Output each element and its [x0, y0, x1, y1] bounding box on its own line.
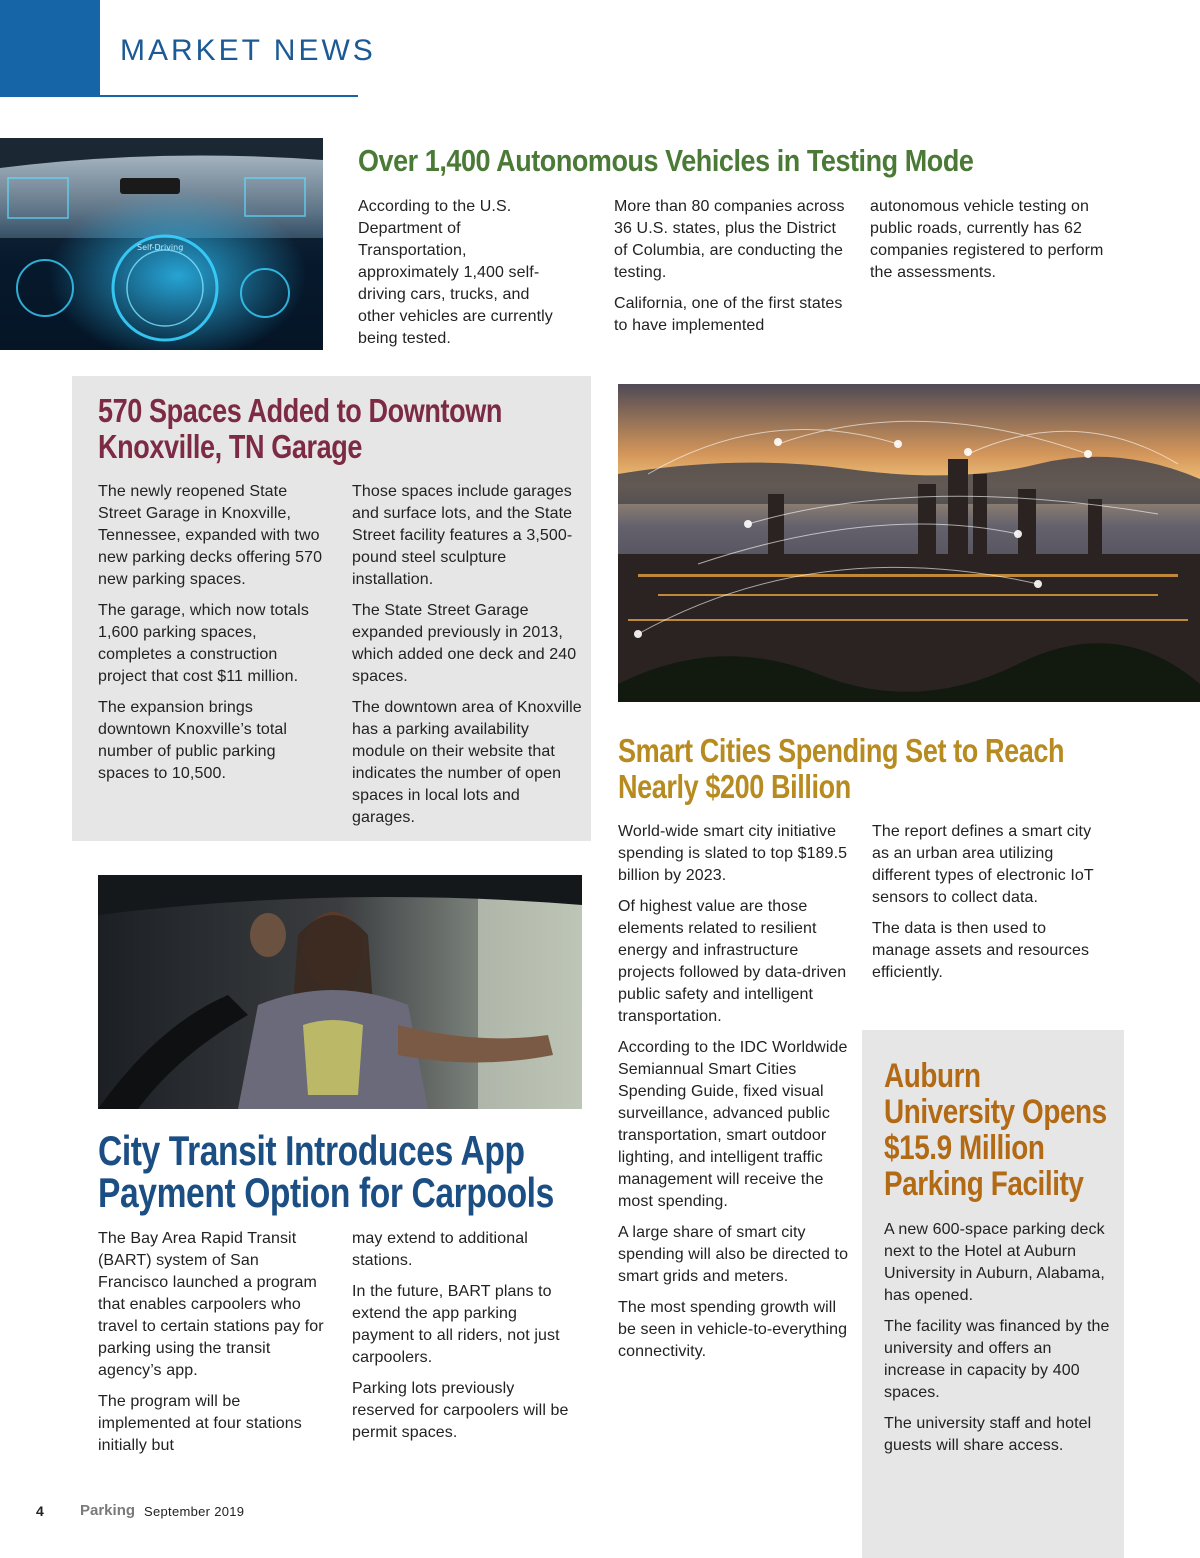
transit-col-1 [98, 1228, 330, 1466]
paragraph: Of highest value are those elements related to resilient energy and infrastructure projects followed by data-driven public safety and intelligent transportation. [618, 898, 847, 1025]
knoxville-col-2 [352, 481, 584, 838]
paragraph: According to the IDC Worldwide Semiannual Smart Cities Spending Guide, fixed visual surveillance, advanced public transportation, smart outdoor lighting, and intelligent traffic management will receive the most spending. [618, 1039, 848, 1210]
carpool-driver-photo [98, 875, 582, 1109]
paragraph: The garage, which now totals 1,600 parking spaces, completes a construction project that cost $11 million. [98, 602, 309, 685]
paragraph: Those spaces include garages and surface lots, and the State Street facility features a 3,500-pound steel sculpture installation. [352, 483, 573, 588]
paragraph: may extend to additional stations. [352, 1230, 528, 1269]
knoxville-title-line-2: Knoxville, TN Garage [98, 428, 362, 465]
header-rule [100, 95, 358, 97]
hud-label: Self-Driving [137, 243, 184, 252]
paragraph: The newly reopened State Street Garage in Knoxville, Tennessee, expanded with two new parking decks offering 570 new parking spaces. [98, 483, 323, 588]
auburn-title-line-1: Auburn [884, 1057, 981, 1095]
auburn-col-1 [884, 1219, 1110, 1466]
paragraph: The report defines a smart city as an urban area utilizing different types of electronic IoT sensors to collect data. [872, 823, 1094, 906]
autonomous-title: Over 1,400 Autonomous Vehicles in Testing Mode [358, 143, 974, 178]
paragraph: World-wide smart city initiative spending is slated to top $189.5 billion by 2023. [618, 823, 848, 884]
issue-date: September 2019 [144, 1504, 245, 1519]
paragraph: The downtown area of Knoxville has a parking availability module on their website that indicates the number of open spaces in local lots and garages. [352, 699, 582, 826]
paragraph: California, one of the first states to have implemented [614, 295, 843, 334]
paragraph: The program will be implemented at four stations initially but [98, 1393, 302, 1454]
knoxville-title-line-1: 570 Spaces Added to Downtown [98, 392, 503, 429]
paragraph: More than 80 companies across 36 U.S. states, plus the District of Columbia, are conducting the testing. [614, 198, 845, 281]
autonomous-col-2 [614, 196, 854, 346]
magazine-name: Parking [80, 1502, 136, 1519]
section-title: MARKET NEWS [120, 34, 376, 67]
paragraph: The Bay Area Rapid Transit (BART) system of San Francisco launched a program that enables carpoolers who travel to certain stations pay for parking using the transit agency’s app. [98, 1230, 324, 1379]
paragraph: The data is then used to manage assets and resources efficiently. [872, 920, 1090, 981]
knoxville-col-1 [98, 481, 326, 794]
smart-cities-title-line-1: Smart Cities Spending Set to Reach [618, 732, 1065, 769]
paragraph: The State Street Garage expanded previously in 2013, which added one deck and 240 spaces. [352, 602, 577, 685]
autonomous-col-3 [870, 196, 1110, 293]
header-accent-block [0, 0, 100, 97]
auburn-title-line-2: University Opens [884, 1093, 1107, 1131]
paragraph: The most spending growth will be seen in vehicle-to-everything connectivity. [618, 1299, 848, 1360]
page-number: 4 [36, 1503, 44, 1519]
paragraph: The university staff and hotel guests will share access. [884, 1415, 1092, 1454]
paragraph: The facility was financed by the university and offers an increase in capacity by 400 spaces. [884, 1318, 1110, 1401]
smart-cities-col-2 [872, 821, 1108, 993]
paragraph: According to the U.S. Department of Transportation, approximately 1,400 self-driving cars, trucks, and other vehicles are currently being tested. [358, 198, 553, 347]
connected-city-skyline-photo [618, 384, 1200, 702]
paragraph: In the future, BART plans to extend the app parking payment to all riders, not just carpoolers. [352, 1283, 560, 1366]
paragraph: Parking lots previously reserved for carpoolers will be permit spaces. [352, 1380, 569, 1441]
auburn-title-line-3: $15.9 Million [884, 1129, 1045, 1167]
auburn-title-line-4: Parking Facility [884, 1165, 1084, 1203]
autonomous-col-1 [358, 196, 568, 359]
transit-title-line-1: City Transit Introduces App [98, 1127, 525, 1174]
self-driving-dashboard-photo [0, 138, 323, 350]
paragraph: The expansion brings downtown Knoxville’s total number of public parking spaces to 10,500. [98, 699, 288, 782]
transit-col-2 [352, 1228, 576, 1453]
smart-cities-col-1 [618, 821, 850, 1372]
paragraph: autonomous vehicle testing on public roads, currently has 62 companies registered to perform the assessments. [870, 198, 1104, 281]
transit-title-line-2: Payment Option for Carpools [98, 1169, 554, 1216]
paragraph: A large share of smart city spending will also be directed to smart grids and meters. [618, 1224, 849, 1285]
smart-cities-title-line-2: Nearly $200 Billion [618, 768, 851, 805]
paragraph: A new 600-space parking deck next to the Hotel at Auburn University in Auburn, Alabama, has opened. [884, 1221, 1105, 1304]
